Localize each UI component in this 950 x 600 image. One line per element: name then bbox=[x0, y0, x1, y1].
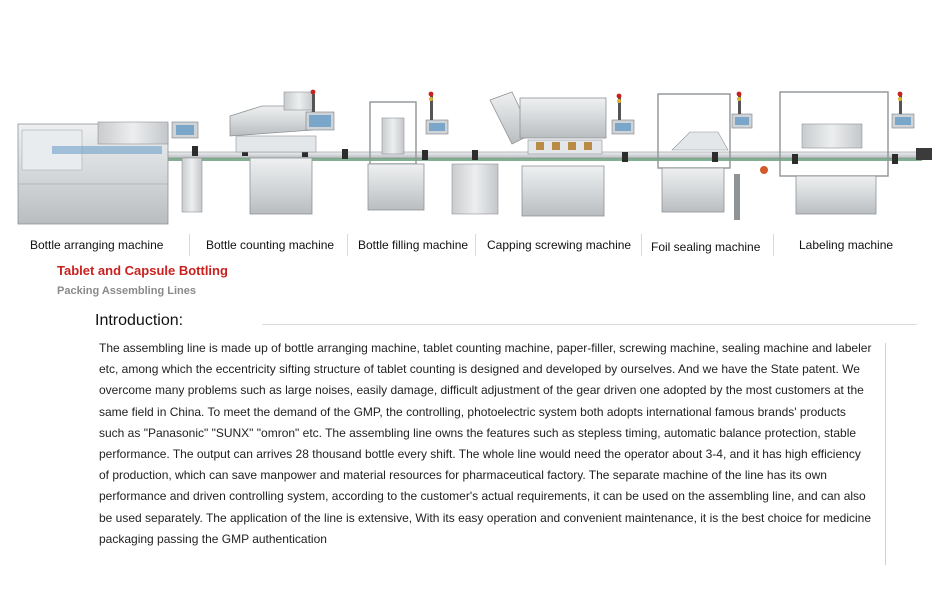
caption-bottle-counting: Bottle counting machine bbox=[206, 238, 335, 252]
machine-captions bbox=[18, 232, 930, 258]
bottle-filling-machine-graphic bbox=[368, 92, 448, 210]
caption-divider bbox=[641, 234, 642, 256]
product-subtitle: Packing Assembling Lines bbox=[57, 285, 196, 297]
introduction-heading: Introduction: bbox=[95, 312, 184, 329]
caption-divider bbox=[347, 234, 348, 256]
caption-foil-sealing: Foil sealing machine bbox=[651, 240, 761, 254]
product-title: Tablet and Capsule Bottling bbox=[57, 263, 228, 278]
content-right-border bbox=[885, 343, 886, 565]
introduction-body: The assembling line is made up of bottle arranging machine, tablet counting machine, paper-filler, screwing machine, sealing machine and labeler etc, among which the eccentricity sifting structure of tablet counting is designed and developed by ourselves. And we have the State patent. We overcome many problems such as large noises, easily damage, difficult adjustment of the gear driven one adopted by the most customers at the same field in China. To meet the demand of the GMP, the controlling, photoelectric system both adopts international famous brands' products such as "Panasonic" "SUNX" "omron" etc. The assembling line owns the features such as stepless timing, automatic balance protection, stable performance. The output can arrives 28 thousand bottle every shift. The whole line would need the operator about 3-4, and it has high efficiency of production, which can save manpower and material resources for pharmaceutical factory. The separate machine of the line has its own performance and driven controlling system, according to the customer's actual requirements, it can be used on the assembling line, and can also be used separately. The application of the line is extensive, With its easy operation and convenient maintenance, it is the best choice for medicine packaging passing the GMP authentication bbox=[99, 341, 872, 546]
caption-divider bbox=[475, 234, 476, 256]
caption-bottle-filling: Bottle filling machine bbox=[358, 238, 469, 252]
caption-divider bbox=[189, 234, 190, 256]
caption-capping-screwing: Capping screwing machine bbox=[487, 238, 632, 252]
machine-line-image bbox=[12, 84, 942, 230]
caption-bottle-arranging: Bottle arranging machine bbox=[30, 238, 164, 252]
caption-labeling: Labeling machine bbox=[799, 238, 894, 252]
heading-divider bbox=[262, 324, 917, 325]
caption-divider bbox=[773, 234, 774, 256]
bottle-arranging-machine-graphic bbox=[18, 122, 202, 224]
